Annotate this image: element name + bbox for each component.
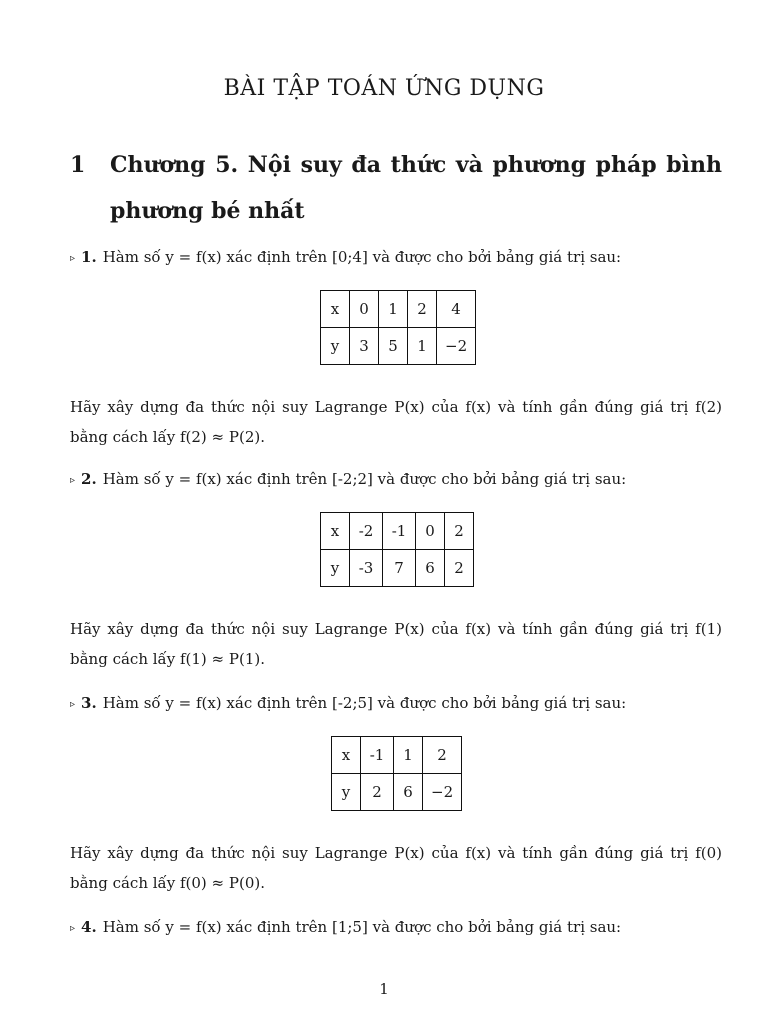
section-number: 1 — [70, 152, 86, 178]
problem-number: 1. — [81, 248, 97, 266]
problem-2-question: Hãy xây dựng đa thức nội suy Lagrange P(x) của f(x) và tính gần đúng giá trị f(1) bằng cách lấy f(1) ≈ P(1). — [70, 620, 722, 668]
problem-statement-text: Hàm số y = f(x) xác định trên [1;5] và được cho bởi bảng giá trị sau: — [102, 918, 622, 936]
table-cell: 1 — [379, 291, 408, 328]
table-cell: -1 — [361, 737, 394, 774]
table-cell: 0 — [416, 513, 445, 550]
triangle-marker-icon: ▹ — [70, 699, 76, 710]
table-row-x — [332, 737, 462, 774]
problem-1-statement — [70, 248, 722, 266]
table-cell: x — [332, 737, 361, 774]
problem-statement-text: Hàm số y = f(x) xác định trên [0;4] và được cho bởi bảng giá trị sau: — [102, 248, 622, 266]
table-row-x — [321, 513, 474, 550]
document-title: BÀI TẬP TOÁN ỨNG DỤNG — [223, 76, 545, 101]
problem-number: 2. — [81, 470, 97, 488]
value-table-2 — [320, 512, 474, 587]
table-cell: y — [332, 774, 361, 811]
table-cell: 3 — [350, 328, 379, 365]
problem-3-statement — [70, 694, 722, 712]
table-cell: 4 — [437, 291, 476, 328]
problem-number: 4. — [81, 918, 97, 936]
table-cell: 0 — [350, 291, 379, 328]
value-table-1 — [320, 290, 476, 365]
problem-statement-text: Hàm số y = f(x) xác định trên [-2;2] và được cho bởi bảng giá trị sau: — [102, 470, 627, 488]
table-cell: -3 — [350, 550, 383, 587]
problem-4-statement — [70, 918, 722, 936]
problem-number: 3. — [81, 694, 97, 712]
table-row-y — [321, 550, 474, 587]
triangle-marker-icon: ▹ — [70, 475, 76, 486]
table-cell: 5 — [379, 328, 408, 365]
table-cell: -2 — [350, 513, 383, 550]
table-cell: 2 — [445, 513, 474, 550]
table-cell: −2 — [423, 774, 462, 811]
problem-2-statement — [70, 470, 722, 488]
table-cell: −2 — [437, 328, 476, 365]
triangle-marker-icon: ▹ — [70, 253, 76, 264]
table-cell: 2 — [445, 550, 474, 587]
table-cell: 2 — [361, 774, 394, 811]
page-number: 1 — [379, 980, 389, 998]
table-cell: y — [321, 328, 350, 365]
table-row-x — [321, 291, 476, 328]
triangle-marker-icon: ▹ — [70, 923, 76, 934]
value-table-3 — [331, 736, 462, 811]
problem-statement-text: Hàm số y = f(x) xác định trên [-2;5] và được cho bởi bảng giá trị sau: — [102, 694, 627, 712]
table-cell: 6 — [394, 774, 423, 811]
problem-1-question: Hãy xây dựng đa thức nội suy Lagrange P(x) của f(x) và tính gần đúng giá trị f(2) bằng cách lấy f(2) ≈ P(2). — [70, 398, 722, 446]
table-cell: 6 — [416, 550, 445, 587]
table-cell: -1 — [383, 513, 416, 550]
table-cell: x — [321, 291, 350, 328]
table-cell: 2 — [423, 737, 462, 774]
table-cell: 1 — [394, 737, 423, 774]
section-heading — [70, 142, 722, 234]
table-cell: x — [321, 513, 350, 550]
table-cell: 2 — [408, 291, 437, 328]
table-row-y — [332, 774, 462, 811]
table-cell: 1 — [408, 328, 437, 365]
table-row-y — [321, 328, 476, 365]
table-cell: y — [321, 550, 350, 587]
problem-3-question: Hãy xây dựng đa thức nội suy Lagrange P(x) của f(x) và tính gần đúng giá trị f(0) bằng cách lấy f(0) ≈ P(0). — [70, 844, 722, 892]
table-cell: 7 — [383, 550, 416, 587]
section-title: Chương 5. Nội suy đa thức và phương pháp bình phương bé nhất — [110, 152, 722, 224]
